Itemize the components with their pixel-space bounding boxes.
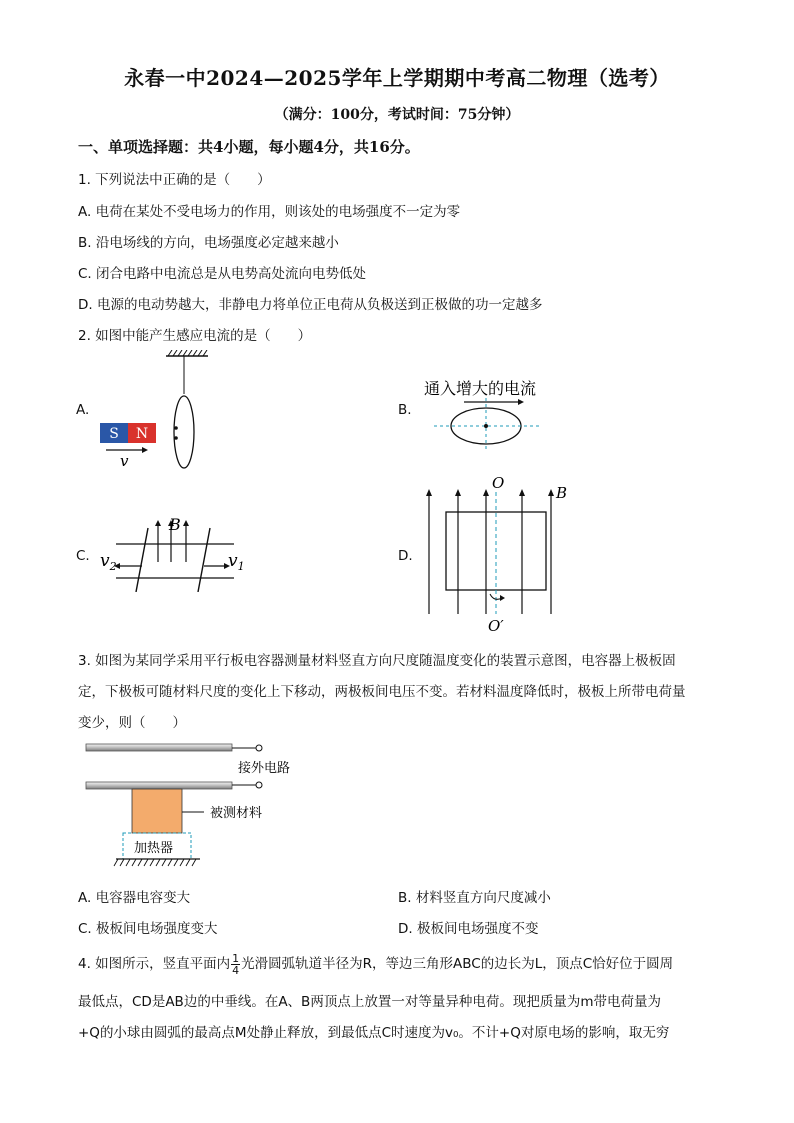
axis-o-prime-label: O′ <box>488 617 504 635</box>
q2-stem: 2. 如图中能产生感应电流的是（ ） <box>78 328 312 344</box>
magnet-n-label: N <box>135 426 149 442</box>
q4-line3: +Q的小球由圆弧的最高点M处静止释放，到最低点C时速度为v₀。不计+Q对原电场的影响，取无穷 <box>78 1025 670 1041</box>
q4-line2: 最低点，CD是AB边的中垂线。在A、B两顶点上放置一对等量异种电荷。现把质量为m带电荷量为 <box>78 994 661 1010</box>
velocity-v2-label: $v_2$ <box>100 551 117 573</box>
figure-c-rails <box>96 512 256 592</box>
lower-plate <box>86 782 232 789</box>
figure-b-current-ring <box>420 372 570 452</box>
q2-label-d: D. <box>398 548 413 564</box>
q3-option-b: B. 材料竖直方向尺度减小 <box>398 890 551 906</box>
q2-label-b: B. <box>398 402 412 418</box>
heater-label: 加热器 <box>134 841 174 856</box>
q4-line1 <box>78 952 673 976</box>
q3-stem-line1: 3. 如图为某同学采用平行板电容器测量材料竖直方向尺度随温度变化的装置示意图，电容器上极板固 <box>78 653 676 669</box>
page-title: 永春一中2024—2025学年上学期期中考高二物理（选考） <box>124 66 670 90</box>
q2-label-a: A. <box>76 402 90 418</box>
figure-a-magnet-ring <box>92 350 222 475</box>
fraction-numerator: 1 <box>232 951 240 965</box>
axis-o-label: O <box>492 474 505 492</box>
figure-d-rotating-loop <box>420 474 580 636</box>
q3-option-a: A. 电容器电容变大 <box>78 890 191 906</box>
q4-line1-start: 4. 如图所示，竖直平面内 <box>78 956 231 972</box>
q3-option-c: C. 极板间电场强度变大 <box>78 921 218 937</box>
velocity-v1-label: $v_1$ <box>228 551 245 573</box>
q1-option-d: D. 电源的电动势越大，非静电力将单位正电荷从负极送到正极做的功一定越多 <box>78 297 543 313</box>
fraction-denominator: 4 <box>232 963 240 977</box>
field-b-label-d: B <box>556 484 568 502</box>
field-b-label: B <box>169 515 181 534</box>
magnet-s-label: S <box>109 426 119 442</box>
circuit-label: 接外电路 <box>238 761 291 776</box>
exam-info: （满分：100分，考试时间：75分钟） <box>274 107 520 123</box>
q4-line1-end: 光滑圆弧轨道半径为R，等边三角形ABC的边长为L，顶点C恰好位于圆周 <box>241 956 674 972</box>
q1-option-b: B. 沿电场线的方向，电场强度必定越来越小 <box>78 235 339 251</box>
q3-option-d: D. 极板间电场强度不变 <box>398 921 539 937</box>
material-label: 被测材料 <box>210 806 263 821</box>
quarter-fraction <box>231 953 240 976</box>
q3-stem-line2: 定，下极板可随材料尺度的变化上下移动，两极板间电压不变。若材料温度降低时，极板上所带电荷量 <box>78 684 686 700</box>
q1-option-a: A. 电荷在某处不受电场力的作用，则该处的电场强度不一定为零 <box>78 204 461 220</box>
section-heading: 一、单项选择题：共4小题，每小题4分，共16分。 <box>78 138 420 156</box>
upper-plate <box>86 744 232 751</box>
q3-stem-line3: 变少，则（ ） <box>78 715 186 731</box>
q3-capacitor-figure <box>80 740 310 870</box>
material-block <box>132 789 182 833</box>
q1-option-c: C. 闭合电路中电流总是从电势高处流向电势低处 <box>78 266 367 282</box>
figure-b-caption: 通入增大的电流 <box>424 379 537 398</box>
q1-stem: 1. 下列说法中正确的是（ ） <box>78 172 271 188</box>
q2-label-c: C. <box>76 548 90 564</box>
velocity-label: v <box>120 452 129 470</box>
